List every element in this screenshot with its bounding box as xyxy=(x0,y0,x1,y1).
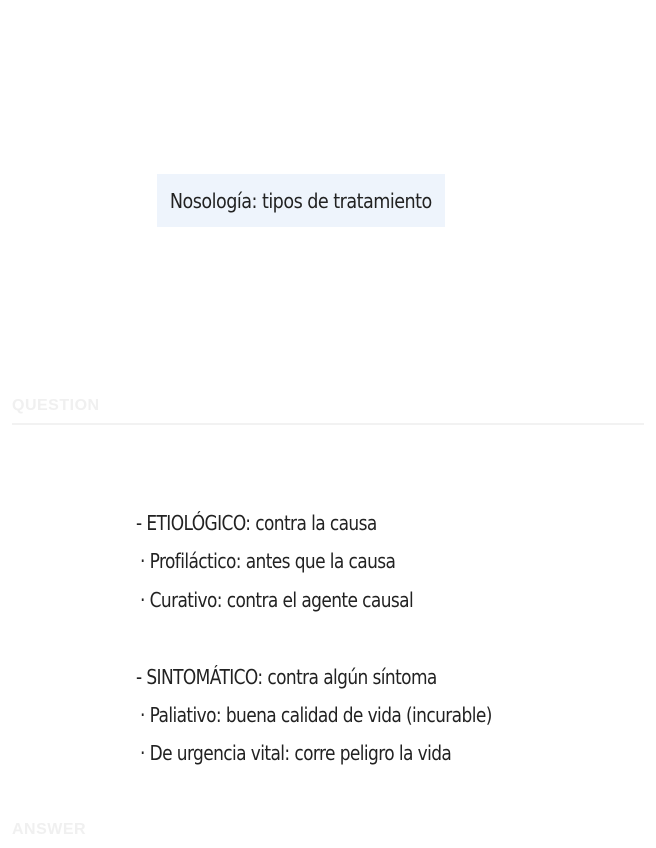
section-divider xyxy=(12,423,644,425)
answer-line-paliativo: · Paliativo: buena calidad de vida (incurable) xyxy=(140,703,492,727)
question-section-label: QUESTION xyxy=(12,397,100,414)
answer-line-etiologico: - ETIOLÓGICO: contra la causa xyxy=(136,511,377,535)
answer-section-label: ANSWER xyxy=(12,821,87,838)
answer-line-urgencia-vital: · De urgencia vital: corre peligro la vida xyxy=(140,741,452,765)
answer-line-profilactico: · Profiláctico: antes que la causa xyxy=(140,549,396,573)
answer-line-sintomatico: - SINTOMÁTICO: contra algún síntoma xyxy=(136,665,437,689)
question-card xyxy=(157,174,445,227)
answer-line-curativo: · Curativo: contra el agente causal xyxy=(140,588,414,612)
question-text: Nosología: tipos de tratamiento xyxy=(170,188,432,213)
